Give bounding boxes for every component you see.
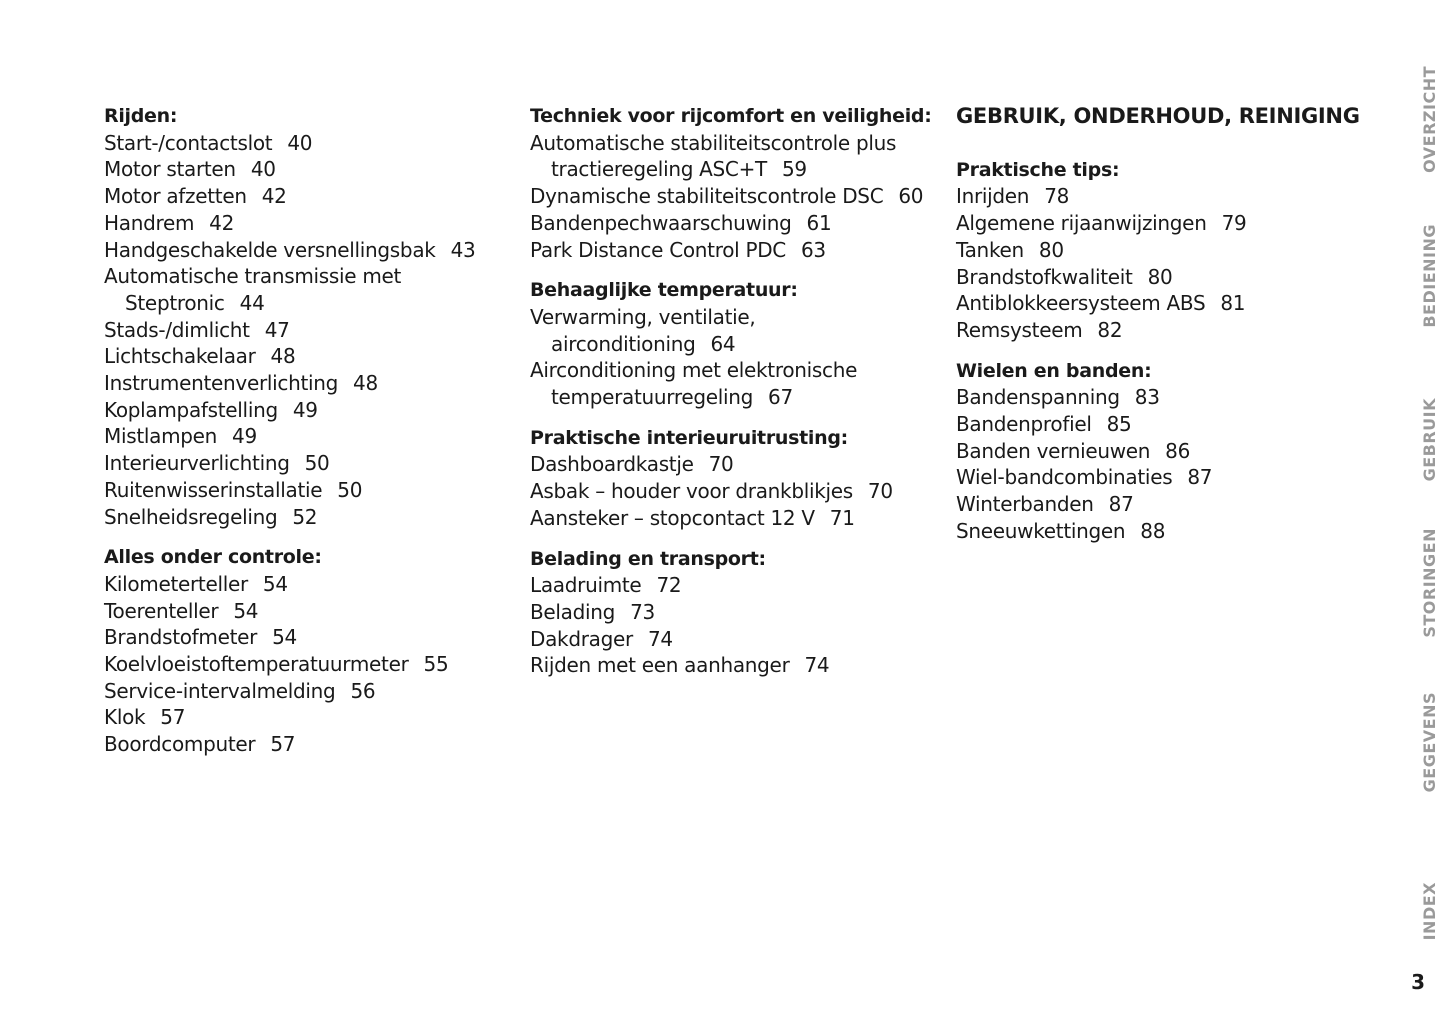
toc-entry-label: Interieurverlichting xyxy=(104,451,290,476)
toc-entry-label: Toerenteller xyxy=(104,598,219,623)
toc-page-number: 54 xyxy=(233,598,259,623)
toc-entry-label: Automatische stabiliteitscontrole plus xyxy=(530,130,897,155)
toc-page-number: 42 xyxy=(261,184,287,209)
toc-entry-line xyxy=(530,505,940,532)
toc-section xyxy=(530,103,940,263)
toc-entry-line xyxy=(530,210,940,237)
toc-page-number: 73 xyxy=(630,599,655,624)
toc-entry-label: Handgeschakelde versnellingsbak xyxy=(104,237,436,262)
toc-entry[interactable] xyxy=(104,156,504,183)
toc-entry-line xyxy=(956,317,1356,344)
toc-entry[interactable] xyxy=(104,423,504,450)
toc-page-number: 88 xyxy=(1140,518,1166,543)
toc-entry-line xyxy=(104,317,504,344)
toc-entry-line xyxy=(530,304,940,331)
toc-entry[interactable] xyxy=(956,264,1356,291)
toc-entry-line xyxy=(104,263,504,290)
toc-page-number: 50 xyxy=(304,451,330,476)
toc-entry-line xyxy=(530,384,940,411)
toc-entry-line xyxy=(104,450,504,477)
toc-page-number: 80 xyxy=(1038,237,1064,262)
toc-entry[interactable] xyxy=(104,183,504,210)
toc-page-number: 86 xyxy=(1165,438,1191,463)
toc-entry-label: Dynamische stabiliteitscontrole DSC xyxy=(530,184,884,209)
toc-entry[interactable] xyxy=(956,518,1356,545)
toc-entry-line xyxy=(104,370,504,397)
toc-entry-line xyxy=(104,183,504,210)
toc-entry[interactable] xyxy=(104,370,504,397)
toc-entry-label: Belading xyxy=(530,599,616,624)
section-heading: Behaaglijke temperatuur: xyxy=(530,279,798,302)
toc-entry-line xyxy=(104,731,504,758)
toc-page-number: 85 xyxy=(1106,412,1132,436)
toc-entry[interactable] xyxy=(956,290,1356,317)
toc-entry-line xyxy=(530,451,940,478)
toc-page-number: 79 xyxy=(1221,211,1247,236)
toc-entry[interactable] xyxy=(104,237,504,264)
toc-section xyxy=(530,277,940,411)
toc-page-number: 81 xyxy=(1220,291,1246,316)
toc-entry-line xyxy=(956,518,1356,545)
toc-entry[interactable] xyxy=(104,704,504,731)
toc-entry[interactable] xyxy=(956,237,1356,264)
toc-entry[interactable] xyxy=(956,183,1356,210)
toc-entry-label: Koplampafstelling xyxy=(104,397,278,422)
section-heading: Alles onder controle: xyxy=(104,546,322,569)
toc-entry-label: Park Distance Control PDC xyxy=(530,237,786,262)
toc-entry[interactable] xyxy=(530,237,940,264)
toc-entry[interactable] xyxy=(104,130,504,157)
toc-entry-line xyxy=(104,343,504,370)
toc-page-number: 59 xyxy=(781,157,807,182)
toc-entry-label: Lichtschakelaar xyxy=(104,344,256,369)
toc-entry-line xyxy=(956,491,1356,518)
toc-page-number: 74 xyxy=(804,653,830,678)
toc-entry-label: Handrem xyxy=(104,210,195,235)
toc-entry[interactable] xyxy=(530,572,940,599)
toc-entry-line xyxy=(956,237,1356,264)
side-tab-bediening[interactable]: BEDIENING xyxy=(1420,224,1439,328)
toc-entry-line xyxy=(104,423,504,450)
toc-entry[interactable] xyxy=(104,263,504,316)
toc-entry-line xyxy=(956,411,1356,438)
toc-entry-line xyxy=(956,183,1356,210)
toc-entry-line xyxy=(530,572,940,599)
toc-page-number: 54 xyxy=(272,625,297,650)
toc-entry-label: Bandenprofiel xyxy=(956,412,1092,436)
toc-entry-label: Kilometerteller xyxy=(104,571,248,596)
toc-entry-label: Boordcomputer xyxy=(104,732,256,757)
toc-page-number: 70 xyxy=(708,452,734,477)
toc-page-number: 57 xyxy=(160,705,186,730)
toc-entry-label: Wiel-bandcombinaties xyxy=(956,465,1173,490)
toc-entry-line xyxy=(530,478,940,505)
side-tab-storingen[interactable]: STORINGEN xyxy=(1420,528,1439,638)
toc-entry-line xyxy=(104,504,504,531)
toc-entry[interactable] xyxy=(956,464,1356,491)
toc-entry-label: Remsysteem xyxy=(956,317,1083,342)
toc-entry-label: Bandenspanning xyxy=(956,385,1120,410)
toc-page-number: 72 xyxy=(656,573,682,598)
toc-page-number: 48 xyxy=(270,344,296,369)
toc-entry-line xyxy=(956,264,1356,291)
toc-entry-line xyxy=(956,384,1356,411)
toc-entry[interactable] xyxy=(530,599,940,626)
toc-entry-line xyxy=(104,237,504,264)
section-heading: Wielen en banden: xyxy=(956,359,1152,382)
toc-entry-label: Motor starten xyxy=(104,157,236,182)
toc-entry[interactable] xyxy=(530,652,940,679)
toc-entry-line xyxy=(104,290,504,317)
toc-page-number: 47 xyxy=(264,317,290,342)
toc-entry[interactable] xyxy=(104,624,504,651)
toc-entry-line xyxy=(104,624,504,651)
toc-entry[interactable] xyxy=(530,505,940,532)
toc-entry-label: Koelvloeistoftemperatuurmeter xyxy=(104,652,409,677)
toc-entry-label: Asbak – houder voor drankblikjes xyxy=(530,479,853,504)
toc-entry-label: Snelheidsregeling xyxy=(104,504,278,529)
toc-page-number: 67 xyxy=(768,385,793,409)
toc-entry-line xyxy=(530,130,940,157)
toc-entry[interactable] xyxy=(104,397,504,424)
toc-entry-label: Bandenpechwaarschuwing xyxy=(530,210,792,235)
toc-entry-label: Klok xyxy=(104,705,146,730)
toc-entry[interactable] xyxy=(530,357,940,410)
section-heading: Techniek voor rijcomfort en veiligheid: xyxy=(530,105,932,127)
toc-page-number: 49 xyxy=(292,397,318,422)
toc-entry[interactable] xyxy=(104,317,504,344)
toc-page-number: 55 xyxy=(423,652,449,677)
toc-entry[interactable] xyxy=(104,678,504,705)
toc-entry-line xyxy=(104,571,504,598)
toc-entry[interactable] xyxy=(104,731,504,758)
toc-entry-line xyxy=(530,626,940,653)
toc-page-number: 44 xyxy=(239,290,265,315)
toc-page-number: 64 xyxy=(710,331,736,356)
toc-page-number: 87 xyxy=(1108,492,1134,517)
toc-entry-label: Start-/contactslot xyxy=(104,130,273,155)
toc-entry[interactable] xyxy=(530,478,940,505)
toc-section xyxy=(956,157,1356,344)
toc-entry-label: tractieregeling ASC+T xyxy=(551,157,767,182)
section-heading: Praktische interieuruitrusting: xyxy=(530,426,848,449)
section-heading: Belading en transport: xyxy=(530,547,766,570)
toc-entry-label: Rijden met een aanhanger xyxy=(530,653,790,678)
toc-column-1 xyxy=(104,103,504,772)
toc-entry-label: airconditioning xyxy=(551,331,696,356)
side-tab-gebruik[interactable]: GEBRUIK xyxy=(1420,398,1439,482)
side-tab-index[interactable]: INDEX xyxy=(1420,882,1439,941)
toc-entry-label: Brandstofkwaliteit xyxy=(956,264,1133,289)
toc-entry-label: Mistlampen xyxy=(104,424,218,449)
toc-page-number: 56 xyxy=(350,678,376,703)
chapter-title: GEBRUIK, ONDERHOUD, REINIGING xyxy=(956,104,1360,128)
toc-page-number: 48 xyxy=(353,371,378,396)
toc-page-number: 71 xyxy=(829,505,855,530)
toc-entry-line xyxy=(530,599,940,626)
toc-page-number: 87 xyxy=(1187,465,1213,490)
toc-entry[interactable] xyxy=(956,210,1356,237)
toc-page-number: 82 xyxy=(1097,317,1123,342)
toc-entry-label: Verwarming, ventilatie, xyxy=(530,304,756,329)
toc-entry[interactable] xyxy=(104,571,504,598)
toc-page-number: 61 xyxy=(806,210,832,235)
page-number: 3 xyxy=(1411,970,1425,994)
section-heading: Rijden: xyxy=(104,105,178,127)
toc-page-number: 57 xyxy=(270,732,296,757)
toc-entry-line xyxy=(530,357,940,384)
toc-page-number: 63 xyxy=(800,237,826,262)
toc-entry-label: Dashboardkastje xyxy=(530,452,694,477)
toc-entry-line xyxy=(104,130,504,157)
toc-entry-line xyxy=(956,290,1356,317)
toc-entry-line xyxy=(104,678,504,705)
toc-entry[interactable] xyxy=(530,451,940,478)
toc-entry[interactable] xyxy=(530,130,940,183)
toc-entry-line xyxy=(956,438,1356,465)
toc-entry-label: Motor afzetten xyxy=(104,184,247,209)
toc-entry[interactable] xyxy=(104,343,504,370)
toc-section xyxy=(104,544,504,758)
toc-entry[interactable] xyxy=(956,438,1356,465)
toc-page-number: 54 xyxy=(262,571,288,596)
toc-entry[interactable] xyxy=(956,384,1356,411)
toc-entry-line xyxy=(530,156,940,183)
toc-entry-line xyxy=(104,210,504,237)
toc-entry-label: Tanken xyxy=(956,237,1024,262)
toc-page-number: 40 xyxy=(250,157,276,182)
toc-entry-label: Brandstofmeter xyxy=(104,625,258,650)
section-heading: Praktische tips: xyxy=(956,158,1120,181)
toc-entry-label: Antiblokkeersysteem ABS xyxy=(956,291,1206,316)
toc-entry-label: Ruitenwisserinstallatie xyxy=(104,477,323,502)
toc-page-number: 40 xyxy=(287,130,313,155)
toc-entry-line xyxy=(530,331,940,358)
toc-page-number: 60 xyxy=(898,184,924,209)
toc-entry[interactable] xyxy=(104,504,504,531)
side-tab-overzicht[interactable]: OVERZICHT xyxy=(1420,66,1439,173)
side-tab-gegevens[interactable]: GEGEVENS xyxy=(1420,692,1439,793)
toc-page-number: 42 xyxy=(209,210,234,235)
toc-entry[interactable] xyxy=(956,411,1356,438)
toc-section xyxy=(956,358,1356,545)
toc-section xyxy=(104,103,504,530)
toc-entry-label: Inrijden xyxy=(956,184,1030,209)
toc-entry[interactable] xyxy=(956,317,1356,344)
toc-entry[interactable] xyxy=(104,598,504,625)
toc-entry-line xyxy=(104,598,504,625)
toc-page-number: 52 xyxy=(292,504,318,529)
toc-entry[interactable] xyxy=(530,304,940,357)
toc-entry-line xyxy=(104,704,504,731)
toc-entry-line xyxy=(104,397,504,424)
toc-entry-label: temperatuurregeling xyxy=(551,385,754,409)
toc-entry-label: Sneeuwkettingen xyxy=(956,518,1126,543)
toc-section xyxy=(530,425,940,532)
toc-column-3 xyxy=(956,103,1360,559)
toc-entry-label: Aansteker – stopcontact 12 V xyxy=(530,505,815,530)
toc-entry[interactable] xyxy=(530,210,940,237)
toc-entry-line xyxy=(104,477,504,504)
toc-entry-line xyxy=(104,156,504,183)
toc-entry-label: Airconditioning met elektronische xyxy=(530,358,858,383)
toc-column-2 xyxy=(530,103,940,693)
toc-entry-line xyxy=(104,651,504,678)
toc-entry-label: Winterbanden xyxy=(956,492,1094,517)
toc-entry[interactable] xyxy=(104,651,504,678)
toc-entry-label: Automatische transmissie met xyxy=(104,264,402,289)
toc-entry[interactable] xyxy=(104,450,504,477)
toc-page-number: 43 xyxy=(450,237,476,262)
toc-entry-label: Stads-/dimlicht xyxy=(104,317,250,342)
toc-entry-line xyxy=(530,652,940,679)
toc-page-number: 80 xyxy=(1147,264,1173,289)
toc-entry-label: Algemene rijaanwijzingen xyxy=(956,211,1207,236)
toc-page-number: 83 xyxy=(1134,385,1160,410)
toc-entry[interactable] xyxy=(530,626,940,653)
toc-page-number: 74 xyxy=(647,626,673,651)
toc-entry-label: Laadruimte xyxy=(530,573,642,598)
toc-entry-line xyxy=(530,183,940,210)
toc-page-number: 70 xyxy=(867,479,893,504)
toc-entry[interactable] xyxy=(104,477,504,504)
toc-entry-label: Instrumentenverlichting xyxy=(104,371,339,396)
toc-entry-line xyxy=(530,237,940,264)
toc-entry[interactable] xyxy=(956,491,1356,518)
toc-entry[interactable] xyxy=(530,183,940,210)
toc-entry-line xyxy=(956,464,1356,491)
toc-page-number: 50 xyxy=(337,477,363,502)
toc-entry[interactable] xyxy=(104,210,504,237)
toc-page-number: 78 xyxy=(1044,184,1070,209)
toc-entry-label: Steptronic xyxy=(125,290,225,315)
toc-entry-label: Service-intervalmelding xyxy=(104,678,336,703)
toc-entry-label: Banden vernieuwen xyxy=(956,438,1151,463)
toc-section xyxy=(530,546,940,680)
toc-entry-label: Dakdrager xyxy=(530,626,633,651)
toc-page-number: 49 xyxy=(232,424,257,449)
toc-entry-line xyxy=(956,210,1356,237)
